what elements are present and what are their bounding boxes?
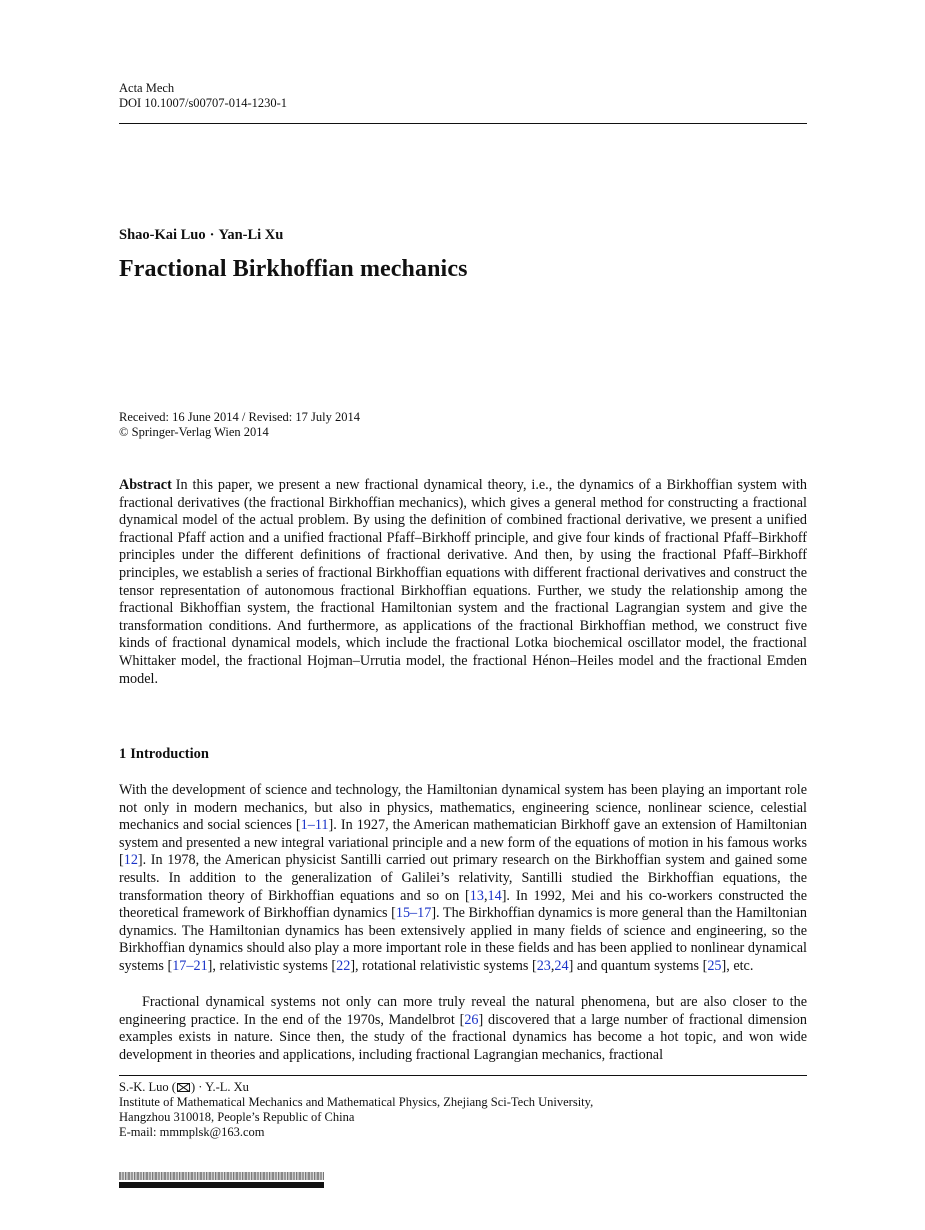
footnote-institute: Institute of Mathematical Mechanics and Mathematical Physics, Zhejiang Sci-Tech University,	[119, 1095, 594, 1109]
author-1: Shao-Kai Luo	[119, 227, 206, 243]
text-run: ], etc.	[721, 957, 754, 974]
footnote-authors	[119, 1080, 593, 1095]
paper-title: Fractional Birkhoffian mechanics	[119, 256, 468, 282]
footnote-rule	[119, 1075, 807, 1076]
section-number: 1	[119, 746, 127, 762]
citation-link[interactable]: 1–11	[300, 817, 329, 834]
citation-link[interactable]: 26	[464, 1011, 479, 1028]
text-run: ] discovered that a large number of fractional dimension examples exists in nature. Since then, the study of the fractional dynamics has become a hot topic, and won wide development in theories and applications, including fractional Lagrangian mechanics, fractional	[119, 1011, 807, 1063]
author-separator: ·	[209, 227, 215, 243]
text-run: ) · Y.-L. Xu	[190, 1080, 249, 1094]
text-run: With the development of science and technology, the Hamiltonian dynamical system has been playing an important role not only in modern mechanics, but also in physics, mathematics, engineering science, nonlinear science, celestial mechanics and social sciences [	[119, 782, 807, 834]
text-run: Fractional dynamical systems not only can more truly reveal the natural phenomena, but are also closer to the engineering practice. In the end of the 1970s, Mandelbrot [	[119, 994, 807, 1028]
text-run: ]. The Birkhoffian dynamics is more general than the Hamiltonian dynamics. The Hamiltonian dynamics has been extensively applied in many fields of science and engineering, so the Birkhoffian dynamics should also play a more important role in these fields and has been applied to nonlinear dynamical systems [	[119, 905, 807, 974]
abstract-text: In this paper, we present a new fractional dynamical theory, i.e., the dynamics of a Birkhoffian system with fractional derivatives (the fractional Birkhoffian mechanics), which gives a general method for constructing a fractional dynamical model of the actual problem. By using the definition of combined fractional derivative, we present a unified fractional Pfaff action and a unified fractional Pfaff–Birkhoff principle, and give four kinds of fractional Pfaff–Birkhoff principles under the different definitions of fractional derivative. And then, by using the fractional Pfaff–Birkhoff principles, we establish a series of fractional Birkhoffian equations with different fractional derivatives and construct the tensor representation of autonomous fractional Birkhoffian equations. Further, we study the relationship among the fractional Bikhoffian system, the fractional Hamiltonian system and the fractional Lagrangian system and give the transformation conditions. And furthermore, as applications of the fractional Birkhoffian method, we construct five kinds of fractional dynamical models, which include the fractional Lotka biochemical oscillator model, the fractional Whittaker model, the fractional Hojman–Urrutia model, the fractional Hénon–Heiles model and the fractional Emden model.	[119, 477, 807, 687]
citation-link[interactable]: 24	[554, 957, 569, 974]
text-run: ]. In 1992, Mei and his co-workers constructed the theoretical framework of Birkhoffian dynamics [	[119, 887, 807, 922]
text-run: ], rotational relativistic systems [	[350, 957, 537, 974]
text-run: ,	[483, 887, 488, 904]
text-run: S.-K. Luo (	[119, 1080, 176, 1094]
citation-link[interactable]: 12	[123, 852, 138, 869]
footnote-email[interactable]: E-mail: mmmplsk@163.com	[119, 1125, 265, 1139]
received-date: Received: 16 June 2014 / Revised: 17 July 2014	[119, 410, 360, 424]
citation-link[interactable]: 15–17	[395, 905, 432, 922]
author-2: Yan-Li Xu	[218, 227, 284, 243]
text-run: ,	[550, 957, 555, 974]
citation-link[interactable]: 17–21	[172, 957, 208, 974]
text-run: ], relativistic systems [	[207, 957, 337, 974]
citation-link[interactable]: 25	[707, 957, 722, 974]
intro-paragraph-2	[119, 994, 807, 1064]
running-header	[119, 81, 807, 111]
publisher-barcode	[119, 1172, 324, 1189]
text-run: ] and quantum systems [	[568, 957, 708, 974]
journal-name: Acta Mech	[119, 81, 175, 95]
abstract-label: Abstract	[119, 477, 172, 493]
citation-link[interactable]: 13	[469, 887, 484, 904]
barcode-pattern	[119, 1172, 324, 1180]
citation-link[interactable]: 23	[536, 957, 551, 974]
intro-paragraph-1	[119, 782, 807, 976]
header-rule	[119, 123, 807, 124]
section-heading	[119, 746, 209, 763]
text-run: ]. In 1978, the American physicist Santilli carried out primary research on the Birkhoffian system and gained some results. In addition to the generalization of Galilei’s relativity, Santilli studied the Birkhoffian equations, the transformation theory of Birkhoffian equations and so on [	[119, 852, 807, 904]
abstract	[119, 477, 807, 688]
doi[interactable]: DOI 10.1007/s00707-014-1230-1	[119, 96, 288, 110]
copyright: © Springer-Verlag Wien 2014	[119, 425, 269, 439]
citation-link[interactable]: 22	[336, 957, 351, 974]
text-run: ]. In 1927, the American mathematician Birkhoff gave an extension of Hamiltonian system and presented a new integral variational principle and a new form of the equations of motion in his famous works [	[119, 817, 807, 869]
section-title: Introduction	[130, 746, 209, 762]
dates-block	[119, 410, 360, 440]
envelope-icon	[177, 1083, 190, 1092]
author-line	[119, 227, 283, 244]
citation-link[interactable]: 14	[487, 887, 502, 904]
footnote-address: Hangzhou 310018, People’s Republic of China	[119, 1110, 355, 1124]
author-footnote	[119, 1080, 593, 1140]
barcode-bar	[119, 1182, 324, 1188]
